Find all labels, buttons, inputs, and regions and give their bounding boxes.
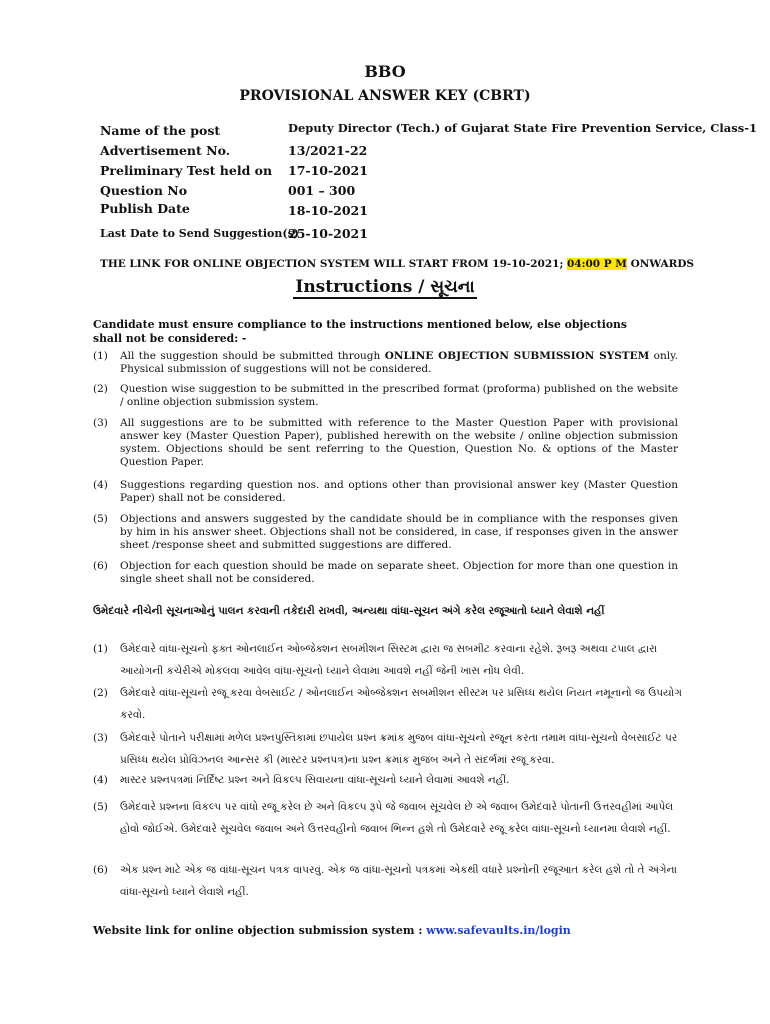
meta-value: 25-10-2021	[288, 226, 368, 241]
document-title: BBO	[364, 62, 406, 81]
meta-label: Last Date to Send Suggestion(s)	[100, 227, 299, 240]
item-number: (4)	[93, 774, 108, 786]
meta-value: 13/2021-22	[288, 143, 368, 158]
gujarati-heading: ઉમેદવારે નીચેની સૂચનાઓનું પાલન કરવાની તકેદારી રાખવી, અન્યથા વાંધા-સૂચન અંગે કરેલ રજૂઆતો ધ્યાને લેવાશે નહીં	[93, 605, 605, 617]
item-text: Suggestions regarding question nos. and options other than provisional answer key (Master Question Paper) shall not be considered.	[120, 479, 678, 504]
item-number: (5)	[93, 513, 108, 525]
item-number: (2)	[93, 383, 108, 395]
item-text: Question wise suggestion to be submitted in the prescribed format (proforma) published on the website / online objection submission system.	[120, 383, 678, 408]
item-text: માસ્ટર પ્રશ્નપત્રમાં નિર્દિષ્ટ પ્રશ્ન અને વિકલ્પ સિવાયના વાંધા-સૂચનો ધ્યાને લેવામાં આવશે નહીં.	[120, 774, 510, 786]
notice-text: THE LINK FOR ONLINE OBJECTION SYSTEM WILL START FROM 19-10-2021;	[100, 258, 567, 270]
item-text-part: All the suggestion should be submitted through	[120, 350, 385, 362]
compliance-note: Candidate must ensure compliance to the instructions mentioned below, else objections shall not be considered: -	[93, 318, 627, 345]
meta-label: Question No	[100, 183, 188, 198]
meta-value: 18-10-2021	[288, 203, 368, 218]
item-number: (3)	[93, 417, 108, 429]
item-text: ઉમેદવારે વાંધા-સૂચનો રજૂ કરવા વેબસાઈટ / ઓનલાઈન ઓબ્જેક્શન સબમીશન સીસ્ટમ પર પ્રસિધ્ધ થયેલ નિયત નમૂનાનો જ ઉપયોગ કરવો.	[120, 687, 682, 721]
item-number: (6)	[93, 560, 108, 572]
meta-label: Name of the post	[100, 123, 221, 138]
meta-value: Deputy Director (Tech.) of Gujarat State Fire Prevention Service, Class-1	[288, 121, 757, 135]
instructions-heading	[0, 277, 770, 297]
item-text: ઉમેદવારે પ્રશ્નના વિકલ્પ પર વાંધો રજૂ કરેલ છે અને વિકલ્પ રૂપે જે જવાબ સૂચવેલ છે એ જવાબ ઉમેદવારે પોતાની ઉત્તરવહીમાં આપેલ હોવો જોઈએ. ઉમેદવારે સૂચવેલ જવાબ અને ઉત્તરવહીનો જવાબ ભિન્ન હશે તો ઉમેદવારે રજૂ કરેલ વાંધા-સૂચનો ધ્યાનમા લેવાશે નહીં.	[120, 801, 674, 835]
item-text	[120, 350, 678, 376]
item-number: (6)	[93, 864, 108, 876]
item-number: (1)	[93, 350, 108, 362]
objection-link-notice	[100, 258, 694, 270]
notice-text-end: ONWARDS	[626, 258, 695, 270]
item-text: ઉમેદવારે પોતાને પરીક્ષામાં મળેલ પ્રશ્નપુસ્તિકામાં છપાયેલ પ્રશ્ન ક્રમાંક મુજબ વાંધા-સૂચનો રજૂન કરતા તમામ વાંધા-સૂચનો વેબસાઈટ પર પ્રસિધ્ધ થયેલ પ્રોવિઝનલ આન્સર કી (માસ્ટર પ્રશ્નપત્ર)ના પ્રશ્ન ક્રમાંક મુજબ અને તે સંદર્ભમાં રજૂ કરવા.	[120, 732, 678, 766]
item-number: (1)	[93, 643, 108, 655]
document-subtitle: PROVISIONAL ANSWER KEY (CBRT)	[239, 88, 531, 104]
meta-label: Publish Date	[100, 201, 190, 216]
meta-value: 17-10-2021	[288, 163, 368, 178]
item-text: એક પ્રશ્ન માટે એક જ વાંધા-સૂચન પત્રક વાપરવું. એક જ વાંધા-સૂચનો પત્રકમાં એકથી વધારે પ્રશ્નોની રજૂઆત કરેલ હશે તો તે અંગેના વાંધા-સૂચનો ધ્યાને લેવાશે નહીં.	[120, 864, 677, 898]
item-text: ઉમેદવારે વાંધા-સૂચનો ફક્ત ઓનલાઈન ઓબ્જેક્શન સબમીશન સિસ્ટમ દ્વારા જ સબમીટ કરવાના રહેશે. રૂબરૂ અથવા ટપાલ દ્વારા આયોગની કચેરીએ મોકલવા આવેલ વાંધા-સૂચનો ધ્યાને લેવામા આવશે નહીં જેની ખાસ નોંધ લેવી.	[120, 643, 658, 677]
item-text: Objections and answers suggested by the candidate should be in compliance with the responses given by him in his answer sheet. Objections shall not be considered, in case, if responses given in the answer sheet /response sheet and submitted suggestions are differed.	[120, 513, 678, 551]
meta-label: Advertisement No.	[100, 143, 231, 158]
item-text: Objection for each question should be made on separate sheet. Objection for more than one question in single sheet shall not be considered.	[120, 560, 678, 585]
item-text-bold: ONLINE OBJECTION SUBMISSION SYSTEM	[384, 350, 650, 362]
meta-label: Preliminary Test held on	[100, 163, 273, 178]
item-text-part: only. Physical submission of suggestions will not be considered.	[120, 350, 678, 375]
item-number: (4)	[93, 479, 108, 491]
notice-highlight-time: 04:00 P M	[566, 258, 627, 270]
item-number: (5)	[93, 801, 108, 813]
item-number: (3)	[93, 732, 108, 744]
website-url-link[interactable]: www.safevaults.in/login	[426, 924, 571, 937]
meta-value: 001 – 300	[288, 183, 356, 198]
website-label: Website link for online objection submission system :	[93, 924, 427, 937]
item-text: All suggestions are to be submitted with reference to the Master Question Paper with provisional answer key (Master Question Paper), published herewith on the website / online objection submission system. Objections should be sent referring to the Question, Question No. & options of the Master Question Paper.	[120, 417, 678, 468]
item-number: (2)	[93, 687, 108, 699]
instructions-heading-text: Instructions / સૂચના	[295, 277, 475, 297]
website-link-line	[93, 924, 571, 937]
